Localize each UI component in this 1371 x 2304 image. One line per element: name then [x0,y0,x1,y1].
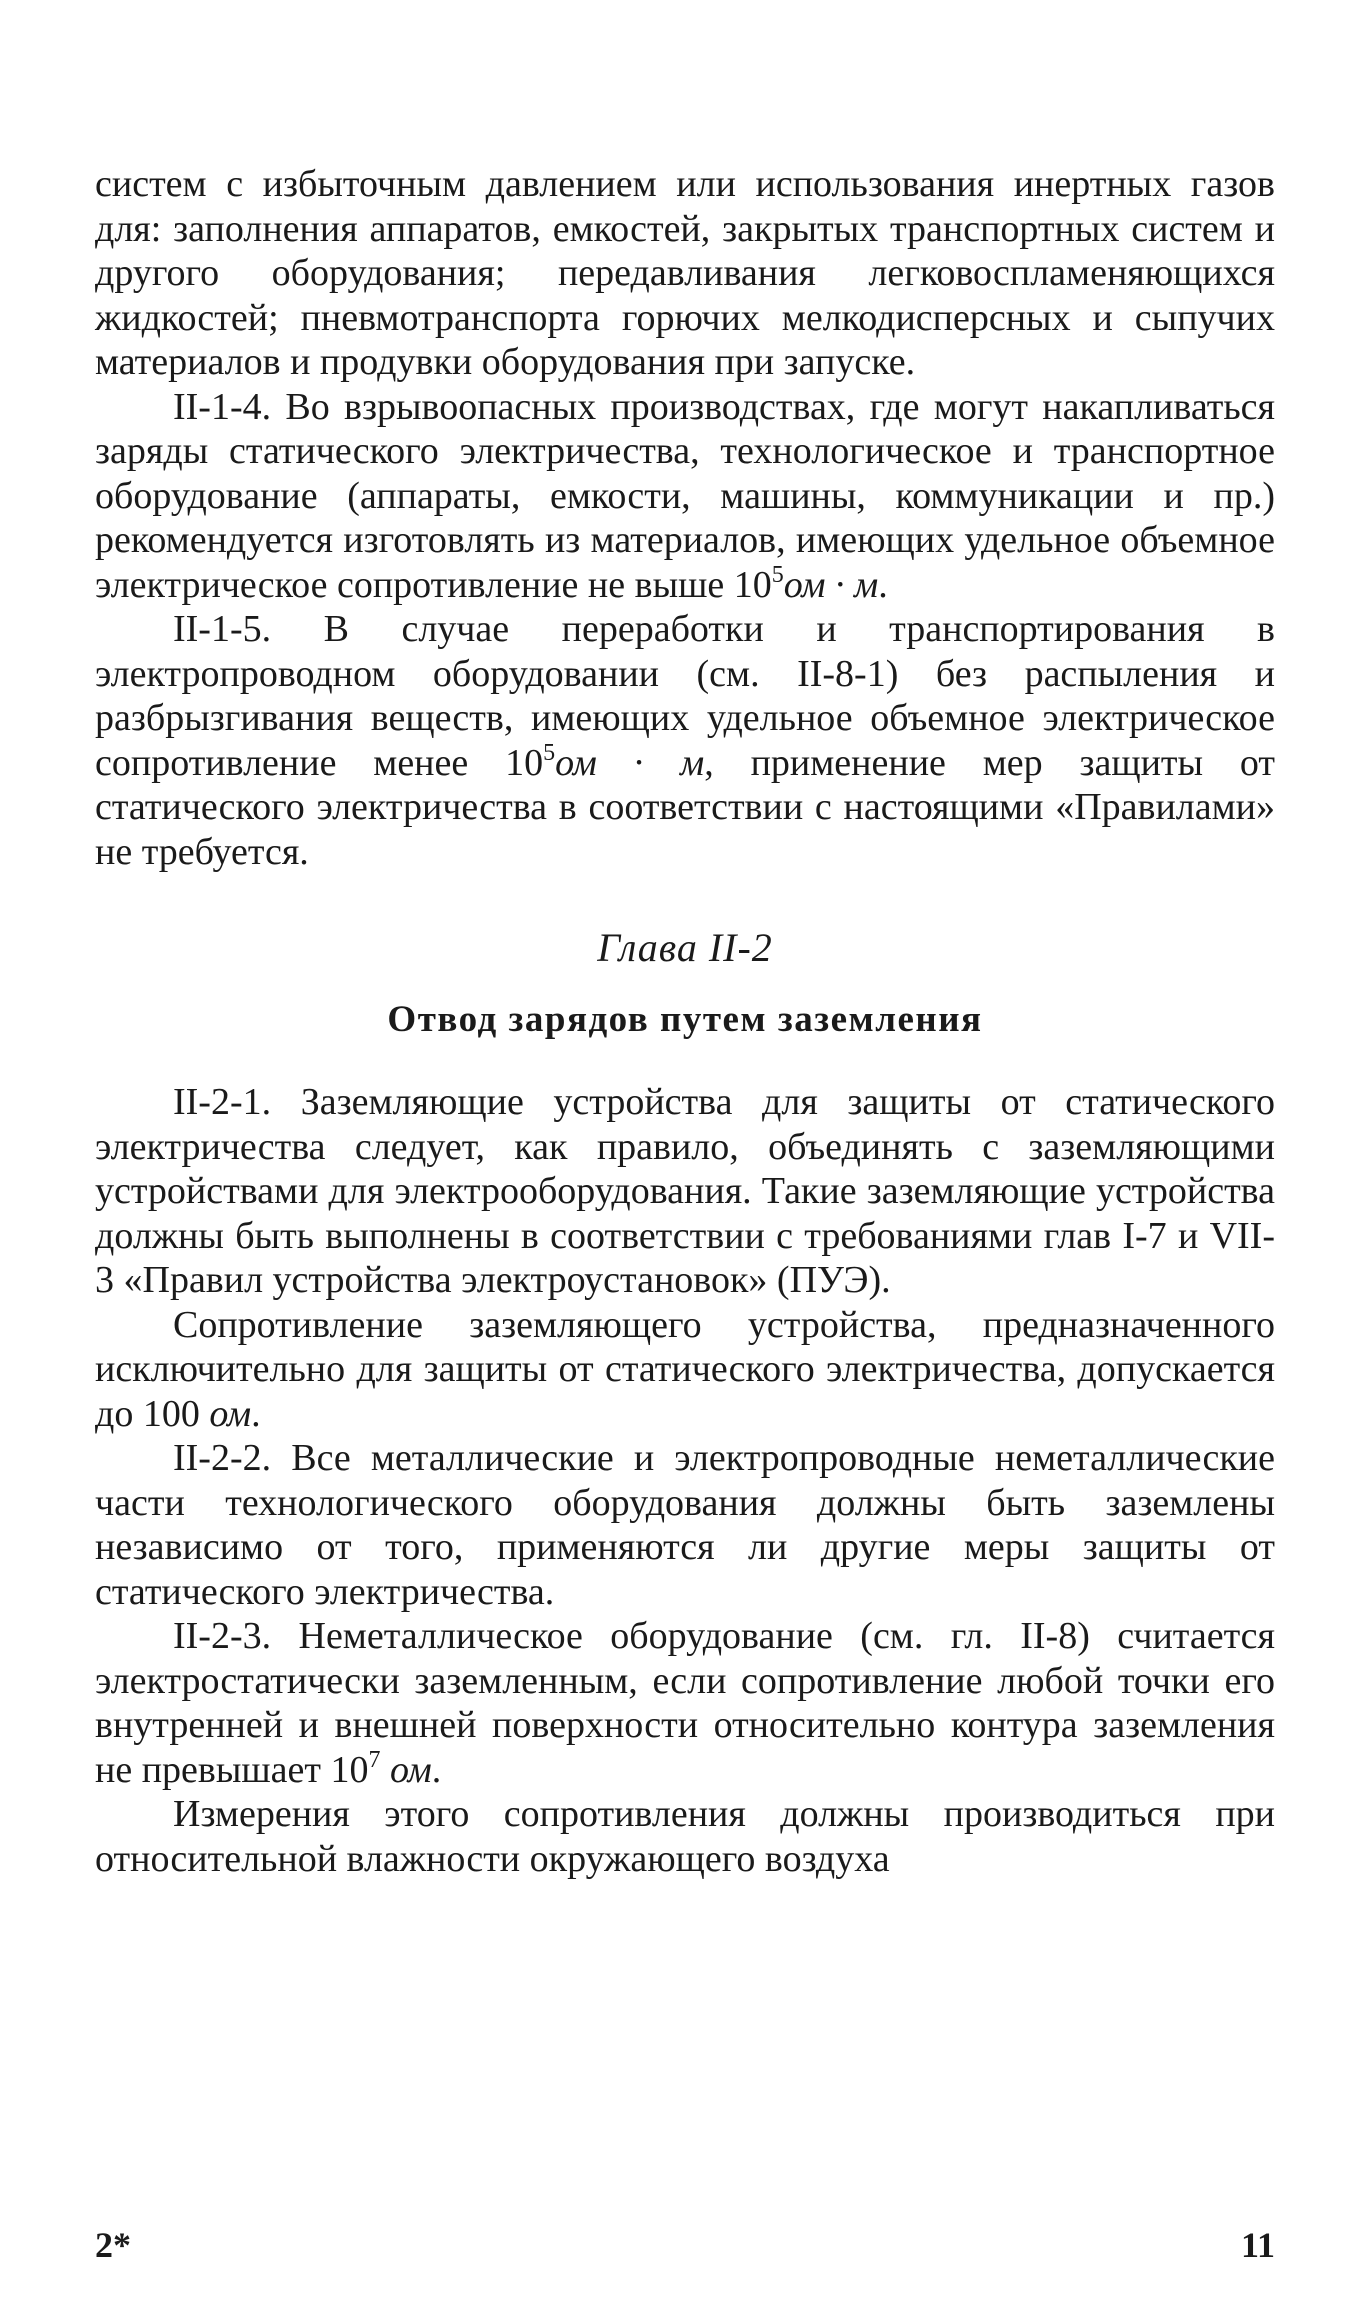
paragraph-ii-2-3 [95,1614,1275,1792]
paragraph-text: II-2-2. Все металлические и электропроводные неметаллические части технологического оборудования должны быть заземлены независимо от того, применяются ли другие меры защиты от статического электричества. [95,1437,1275,1613]
paragraph-ii-2-1 [95,1080,1275,1303]
paragraph-tail: , применение мер защиты от статического электричества в соответствии с настоящими «Правилами» не требуется. [95,741,1275,873]
paragraph-tail: . [431,1748,442,1791]
exponent: 7 [368,1746,381,1773]
paragraph-tail: . [251,1392,261,1435]
unit-label: ом [209,1392,252,1435]
paragraph-text: II-2-1. Заземляющие устройства для защиты от статического электричества следует, как правило, объединять с заземляющими устройствами для электрооборудования. Такие заземляющие устройства должны быть выполнены в соответствии с требованиями глав I-7 и VII-3 «Правил устройства электроустановок» (ПУЭ). [95,1081,1275,1301]
paragraph-text: Измерения этого сопротивления должны производиться при относительной влажности окружающего воздуха [95,1793,1275,1880]
page-body [95,162,1275,1881]
chapter-title: Отвод зарядов путем заземления [387,999,983,1040]
exponent: 5 [543,739,556,766]
paragraph-text: систем с избыточным давлением или использования инертных газов для: заполнения аппаратов, емкостей, закрытых транспортных систем и другого оборудования; передавливания легковоспламеняющихся жидкостей; пневмотранспорта горючих мелкодисперсных и сыпучих материалов и продувки оборудования при запуске. [95,163,1275,383]
paragraph-text: II-2-3. Неметаллическое оборудование (см. гл. II-8) считается электростатически заземленным, если сопротивление любой точки его внутренней и внешней поверхности относительно контура заземления не превышает 10 [95,1615,1275,1791]
signature-mark: 2* [95,2225,131,2265]
paragraph-ii-1-4 [95,385,1275,608]
page-number: 11 [1240,2225,1275,2265]
unit-label: ом [380,1748,432,1791]
paragraph-text: Сопротивление заземляющего устройства, предназначенного исключительно для защиты от статического электричества, допускается до 100 [95,1303,1275,1435]
paragraph-tail: . [878,563,888,606]
exponent: 5 [771,561,784,588]
unit-label: ом · м [783,563,879,606]
paragraph-resistance [95,1303,1275,1437]
unit-label: ом · м [555,741,705,784]
paragraph-ii-2-2 [95,1436,1275,1614]
chapter-label: Глава II-2 [597,925,773,970]
paragraph-continuation [95,162,1275,385]
paragraph-text: II-1-5. В случае переработки и транспортирования в электропроводном оборудовании (см. II-8-1) без распыления и разбрызгивания веществ, имеющих удельное объемное электрическое сопротивление менее 10 [95,608,1275,784]
paragraph-text: II-1-4. Во взрывоопасных производствах, где могут накапливаться заряды статического электричества, технологическое и транспортное оборудование (аппараты, емкости, машины, коммуникации и пр.) рекомендуется изготовлять из материалов, имеющих удельное объемное электрическое сопротивление не выше 10 [95,385,1275,606]
paragraph-measurements [95,1792,1275,1881]
paragraph-ii-1-5 [95,607,1275,874]
